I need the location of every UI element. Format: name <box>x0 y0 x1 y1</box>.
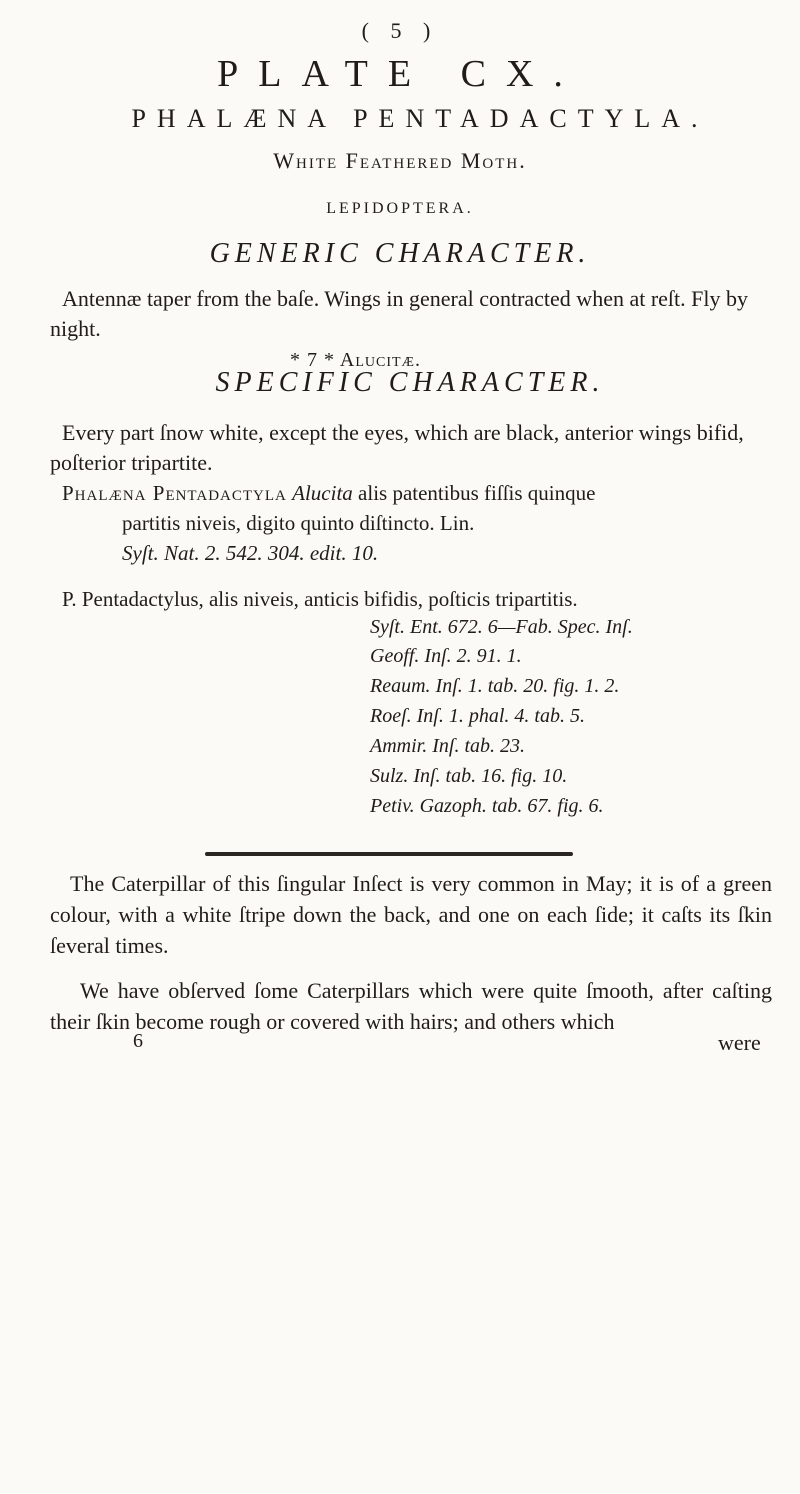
observation-paragraph: We have obſerved ſome Caterpillars which were quite ſmooth, after caſting their ſkin become rough or covered with hairs; and others which <box>50 978 772 1034</box>
caterpillar-paragraph: The Caterpillar of this ſingular Inſect is very common in May; it is of a green colour, with a white ſtripe down the back, and one on each ſide; it caſts its ſkin ſeveral times. <box>50 871 772 958</box>
specific-character-text: Every part ſnow white, except the eyes, which are black, anterior wings bifid, poſterior tripartite. <box>50 420 744 475</box>
synonym-entry-line: Syſt. Nat. 2. 542. 304. edit. 10. <box>122 541 379 565</box>
synonym-name: Phalæna Pentadactyla <box>62 481 287 505</box>
specific-character-heading: SPECIFIC CHARACTER. <box>215 367 605 398</box>
citation: Roeſ. Inſ. 1. phal. 4. tab. 5. <box>370 705 585 727</box>
synonym-description: alis patentibus fiſſis quinque <box>352 481 596 505</box>
catchword: were <box>718 1030 761 1055</box>
page-number: ( 5 ) <box>361 18 439 43</box>
citation: Sulz. Inſ. tab. 16. fig. 10. <box>370 765 568 787</box>
order-label: LEPIDOPTERA. <box>326 200 474 217</box>
citation: Petiv. Gazoph. tab. 67. fig. 6. <box>370 795 604 817</box>
synonym-entry-line: partitis niveis, digito quinto diſtincto. Lin. <box>122 511 475 535</box>
species-title: PHALÆNA PENTADACTYLA. <box>131 104 709 133</box>
generic-character-heading: GENERIC CHARACTER. <box>209 238 591 269</box>
synonym-entry-fabricius: P. Pentadactylus, alis niveis, anticis bifidis, poſticis tripartitis. <box>62 587 578 611</box>
section-divider <box>205 852 573 856</box>
plate-title: PLATE CX. <box>217 53 583 95</box>
generic-character-text: Antennæ taper from the baſe. Wings in general contracted when at reſt. Fly by night. <box>50 286 748 341</box>
synonym-entry-linnaeus <box>62 478 595 508</box>
citation: Reaum. Inſ. 1. tab. 20. fig. 1. 2. <box>370 675 620 697</box>
common-name: White Feathered Moth. <box>273 148 527 173</box>
citation: Geoff. Inſ. 2. 91. 1. <box>370 645 522 667</box>
citation: Syſt. Ent. 672. 6—Fab. Spec. Inſ. <box>370 616 633 638</box>
genus-reference-text: * 7 * Alucitæ. <box>290 349 422 371</box>
citation: Ammir. Inſ. tab. 23. <box>370 735 525 757</box>
synonym-genus: Alucita <box>292 481 353 505</box>
signature-mark: 6 <box>133 1030 143 1052</box>
